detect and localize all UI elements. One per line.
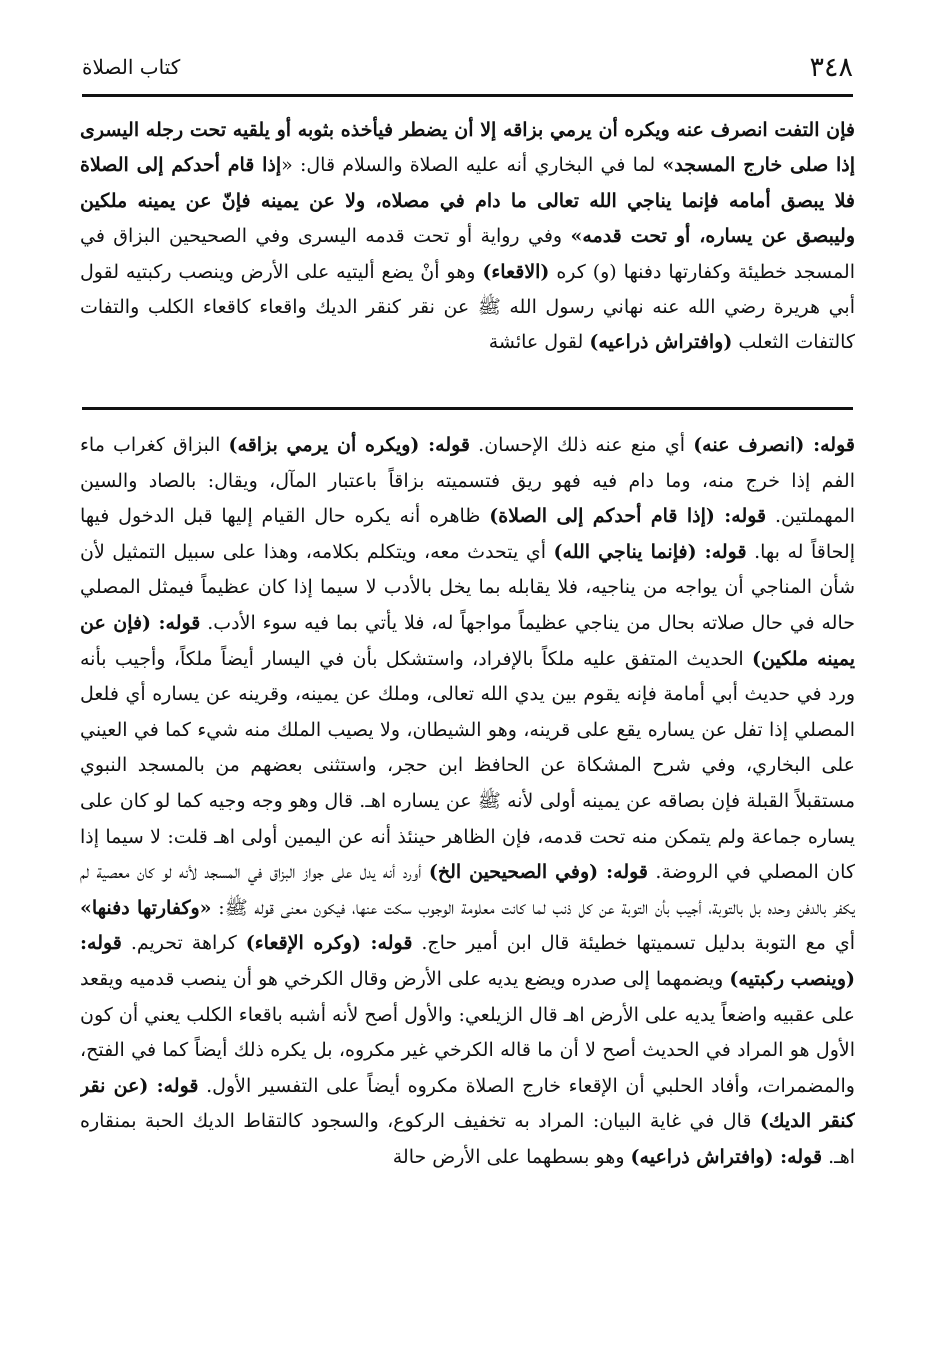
main-text-paragraph	[80, 113, 855, 361]
commentary-text: أورد أنه يدل على جواز البزاق في المسجد لأنه لو كان معصية لم يكفر بالدفن وحده بل بالتوبة، أجيب بأن التوبة عن كل ذنب لما كانت معلومة الوجوب سكت عنها، فيكون معنى قوله ﷺ:	[80, 861, 855, 919]
qawluhu-label: قوله:	[361, 932, 413, 955]
commentary-text: كراهة تحريم.	[121, 932, 246, 955]
quoted-phrase: (وكره الإقعاء)	[245, 932, 361, 955]
commentary-text: قال في غاية البيان: المراد به تخفيف الركوع، والسجود كالتقاط الديك الحبة بمنقاره اهـ.	[80, 1110, 855, 1168]
quoted-phrase: (عن نقر كنقر الديك)	[80, 1074, 855, 1133]
qawluhu-label: قوله:	[714, 505, 767, 528]
quoted-phrase: «وكفارتها دفنها»	[80, 896, 212, 919]
matn-bold: فإن التفت انصرف عنه ويكره أن يرمي بزاقه إلا أن يضطر فيأخذه بثوبه أو يلقيه تحت رجله اليسرى إذا صلى خارج المسجد»	[80, 119, 855, 177]
qawluhu-label: قوله:	[773, 1145, 823, 1168]
quoted-phrase: (ويكره أن يرمي بزاقه)	[228, 434, 420, 456]
matn-normal: وفي رواية أو تحت قدمه اليسرى وفي الصحيحين البزاق في المسجد خطيئة وكفارتها دفنها (و) كره	[80, 225, 855, 283]
matn-bold: (الاقعاء)	[482, 260, 550, 283]
commentary-text: أي يتحدث معه، ويتكلم بكلامه، وهذا على سبيل التمثيل لأن شأن المناجي أن يواجه من يناجيه، فلا يقابله بما يخل بالأدب لا سيما إذا كان عظيماً فيمثل المصلي حاله في حال صلاته بحال من يناجي عظيماً مواجهاً له، فلا يأتي بما فيه سوء الأدب.	[80, 540, 855, 634]
matn-normal: لقول عائشة	[488, 331, 590, 354]
matn-normal: لما في البخاري أنه عليه الصلاة والسلام قال: «	[281, 154, 663, 177]
commentary-text: ظاهره أنه يكره حال القيام إليها قبل الدخول فيها إلحاقاً له بها.	[80, 505, 855, 563]
qawluhu-label: قوله:	[148, 1074, 199, 1097]
commentary-text: الحديث المتفق عليه ملكاً بالإفراد، واستشكل بأن في اليسار أيضاً ملكاً، وأجيب بأنه ورد في حديث أبي أمامة فإنه يقوم بين يدي الله تعالى، وملك عن يمينه، وقرينه عن يساره أي فلعل المصلي إذا تفل عن يساره يقع على قرينه، وهو الشيطان، ولا يصيب الملك منه شيء كما في العيني على البخاري، وفي شرح المشكاة عن الحافظ ابن حجر، واستثنى بعضهم من بالمسجد النبوي مستقبلاً القبلة فإن بصاقه عن يمينه أولى لأنه ﷺ عن يساره اهـ. قال وهو وجه وجيه كما لو كان على يساره جماعة ولم يتمكن منه تحت قدمه، فإن الظاهر حينئذ أنه عن اليمين أولى اهـ قلت: لا سيما إذا كان المصلي في الروضة.	[80, 647, 855, 884]
qawluhu-label: قوله:	[696, 540, 747, 563]
commentary-text: وهو بسطهما على الأرض حالة	[392, 1145, 631, 1168]
quoted-phrase: (فإن عن يمينه ملكين)	[80, 611, 855, 670]
header-divider	[82, 94, 853, 97]
matn-normal: وهو أنْ يضع أليتيه على الأرض وينصب ركبتيه لقول أبي هريرة رضي الله عنه نهاني رسول الله ﷺ عن نقر كنقر الديك واقعاء كاقعاء الكلب والتفات كالتفات الثعلب	[80, 260, 855, 354]
qawluhu-label: قوله:	[151, 611, 201, 634]
section-divider	[82, 407, 853, 410]
quoted-phrase: (فإنما يناجي الله)	[553, 540, 697, 563]
quoted-phrase: (وافتراش ذراعيه)	[630, 1145, 774, 1168]
commentary-paragraph	[80, 428, 855, 1175]
qawluhu-label: قوله:	[804, 434, 855, 456]
page-number: ٣٤٨	[809, 51, 853, 83]
commentary-block	[80, 428, 855, 1348]
matn-bold: (وافتراش ذراعيه)	[589, 331, 733, 354]
qawluhu-label: قوله:	[419, 434, 471, 456]
qawluhu-label: قوله:	[80, 932, 122, 955]
page-header	[82, 44, 853, 90]
running-title: كتاب الصلاة	[82, 55, 181, 79]
commentary-text: البزاق كغراب ماء الفم إذا خرج منه، وما دام فيه فهو ريق فتسميته بزاقاً باعتبار المآل، ويقال: بالصاد والسين المهملتين.	[80, 434, 855, 528]
quoted-phrase: (وينصب ركبتيه)	[729, 967, 855, 990]
matn-bold: إذا قام أحدكم إلى الصلاة فلا يبصق أمامه فإنما يناجي الله تعالى ما دام في مصلاه، ولا عن يمينه فإنّ عن يمينه ملكين وليبصق عن يساره، أو تحت قدمه»	[80, 154, 855, 248]
quoted-phrase: (إذا قام أحدكم إلى الصلاة)	[489, 505, 715, 528]
qawluhu-label: قوله:	[598, 861, 649, 884]
quoted-phrase: (وفي الصحيحين الخ)	[428, 861, 599, 884]
main-text-block	[80, 113, 855, 403]
commentary-text: أي منع عنه ذلك الإحسان.	[470, 434, 694, 456]
commentary-text: أي مع التوبة بدليل تسميتها خطيئة قال ابن أمير حاج.	[412, 932, 855, 955]
commentary-text: ويضمهما إلى صدره ويضع يديه على الأرض وقال الكرخي هو أن ينصب قدميه ويقعد على عقبيه واضعاً يديه على الأرض اهـ قال الزيلعي: والأول أصح لأنه أشبه باقعاء الكلب يعني أن كون الأول هو المراد في الحديث أصح لا أن ما قاله الكرخي غير مكروه، بل يكره ذلك أيضاً كما في الفتح، والمضمرات، وأفاد الحلبي أن الإقعاء خارج الصلاة مكروه أيضاً على التفسير الأول.	[80, 967, 855, 1097]
quoted-phrase: (انصرف عنه)	[693, 434, 805, 456]
